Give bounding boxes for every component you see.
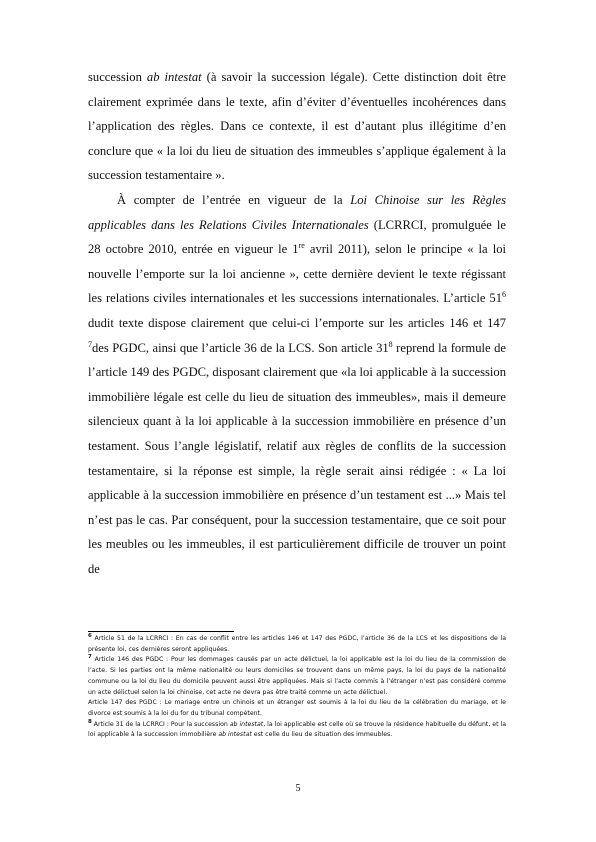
- text-run: À compter de l’entrée en vigueur de la: [117, 192, 351, 207]
- main-body-text: [88, 65, 506, 581]
- text-run: avril 2011), selon le principe « la loi nouvelle l’emporte sur la loi ancienne », cette dernière devient le texte régissant les relations civiles internationales et les successions internationales. L’article 51: [88, 242, 506, 306]
- italic-term: ab intestat: [146, 70, 202, 84]
- footnote-6: [88, 634, 506, 655]
- footnote-text: Article 31 de la LCRRCI : Pour la succession: [91, 720, 230, 728]
- footnote-7: [88, 655, 506, 698]
- page-number: 5: [295, 783, 301, 794]
- footnote-ref-8[interactable]: 8: [388, 339, 393, 349]
- footnote-italic: ab intestat: [218, 731, 252, 739]
- text-run: succession: [88, 70, 147, 84]
- footnote-text: , la loi applicable est celle où se trouve la résidence habituelle du défunt, et la loi applicable à la succession immobilière: [88, 720, 506, 739]
- footnotes-section: [88, 634, 506, 741]
- law-title-italic: Loi Chinoise sur les Règles applicables dans les Relations Civiles Internationales: [88, 192, 506, 232]
- footnote-separator: [88, 631, 234, 632]
- footnote-italic: ab intestat: [229, 720, 264, 728]
- footnote-number: 8: [88, 718, 92, 725]
- footnote-text: Article 146 des PGDC : Pour les dommages causés par un acte délictuel, la loi applicable est la loi du lieu de la commission de l’acte. Si les parties ont la même nationalité ou leurs domiciles se trouvent dans un même pays, la loi du pays de la nationalité commune ou la loi du lieu du domicile peuvent aussi être appliquées. Mais si l’acte commis à l’étranger n’est pas considéré comme un acte délictuel selon la loi chinoise, cet acte ne devra pas être traité comme un acte délictuel.: [88, 656, 506, 696]
- footnote-7-continued: [88, 698, 506, 719]
- text-run: dudit texte dispose clairement que celui-ci l’emporte sur les articles 146 et 147: [88, 315, 506, 330]
- footnote-text: Article 147 des PGDC : Le mariage entre un chinois et un étranger est soumis à la loi du lieu de la célébration du mariage, et le divorce est soumis à la loi du for du tribunal compétent.: [88, 699, 506, 717]
- text-run: (LCRRCI, promulguée le 28 octobre 2010, entrée en vigueur le 1: [88, 217, 507, 257]
- footnote-8: [88, 720, 506, 741]
- paragraph-2: [88, 188, 506, 582]
- footnote-text: Article 51 de la LCRRCI : En cas de conflit entre les articles 146 et 147 des PGDC, l’article 36 de la LCS et les dispositions de la présente loi, ces dernières seront appliquées.: [88, 635, 506, 653]
- footnote-number: 7: [88, 654, 92, 661]
- footnote-number: 6: [88, 632, 92, 639]
- footnote-text: est celle du lieu de situation des immeubles.: [251, 731, 393, 739]
- paragraph-1: [88, 65, 506, 188]
- text-run: (à savoir la succession légale). Cette distinction doit être clairement exprimée dans le texte, afin d’éviter d’éventuelles incohérences dans l’application des règles. Dans ce contexte, il est d’autant plus illégitime d’en conclure que « la loi du lieu de situation des immeubles s’applique également à la succession testamentaire ».: [88, 70, 507, 183]
- footnote-ref-6[interactable]: 6: [502, 290, 506, 300]
- ordinal-superscript: re: [298, 240, 305, 250]
- text-run: reprend la formule de l’article 149 des PGDC, disposant clairement que «la loi applicable à la succession immobilière légale est celle du lieu de situation des immeubles», mais il demeure silencieux quant à la loi applicable à la succession immobilière en présence d’un testament. Sous l’angle législatif, relatif aux règles de conflits de la succession testamentaire, si la réponse est simple, la règle serait ainsi rédigée : « La loi applicable à la succession immobilière en présence d’un testament est ...» Mais tel n’est pas le cas. Par conséquent, pour la succession testamentaire, que ce soit pour les meubles ou les immeubles, il est particulièrement difficile de trouver un point de: [88, 340, 506, 576]
- text-run: des PGDC, ainsi que l’article 36 de la LCS. Son article 31: [92, 340, 389, 355]
- footnote-ref-7[interactable]: 7: [88, 339, 92, 349]
